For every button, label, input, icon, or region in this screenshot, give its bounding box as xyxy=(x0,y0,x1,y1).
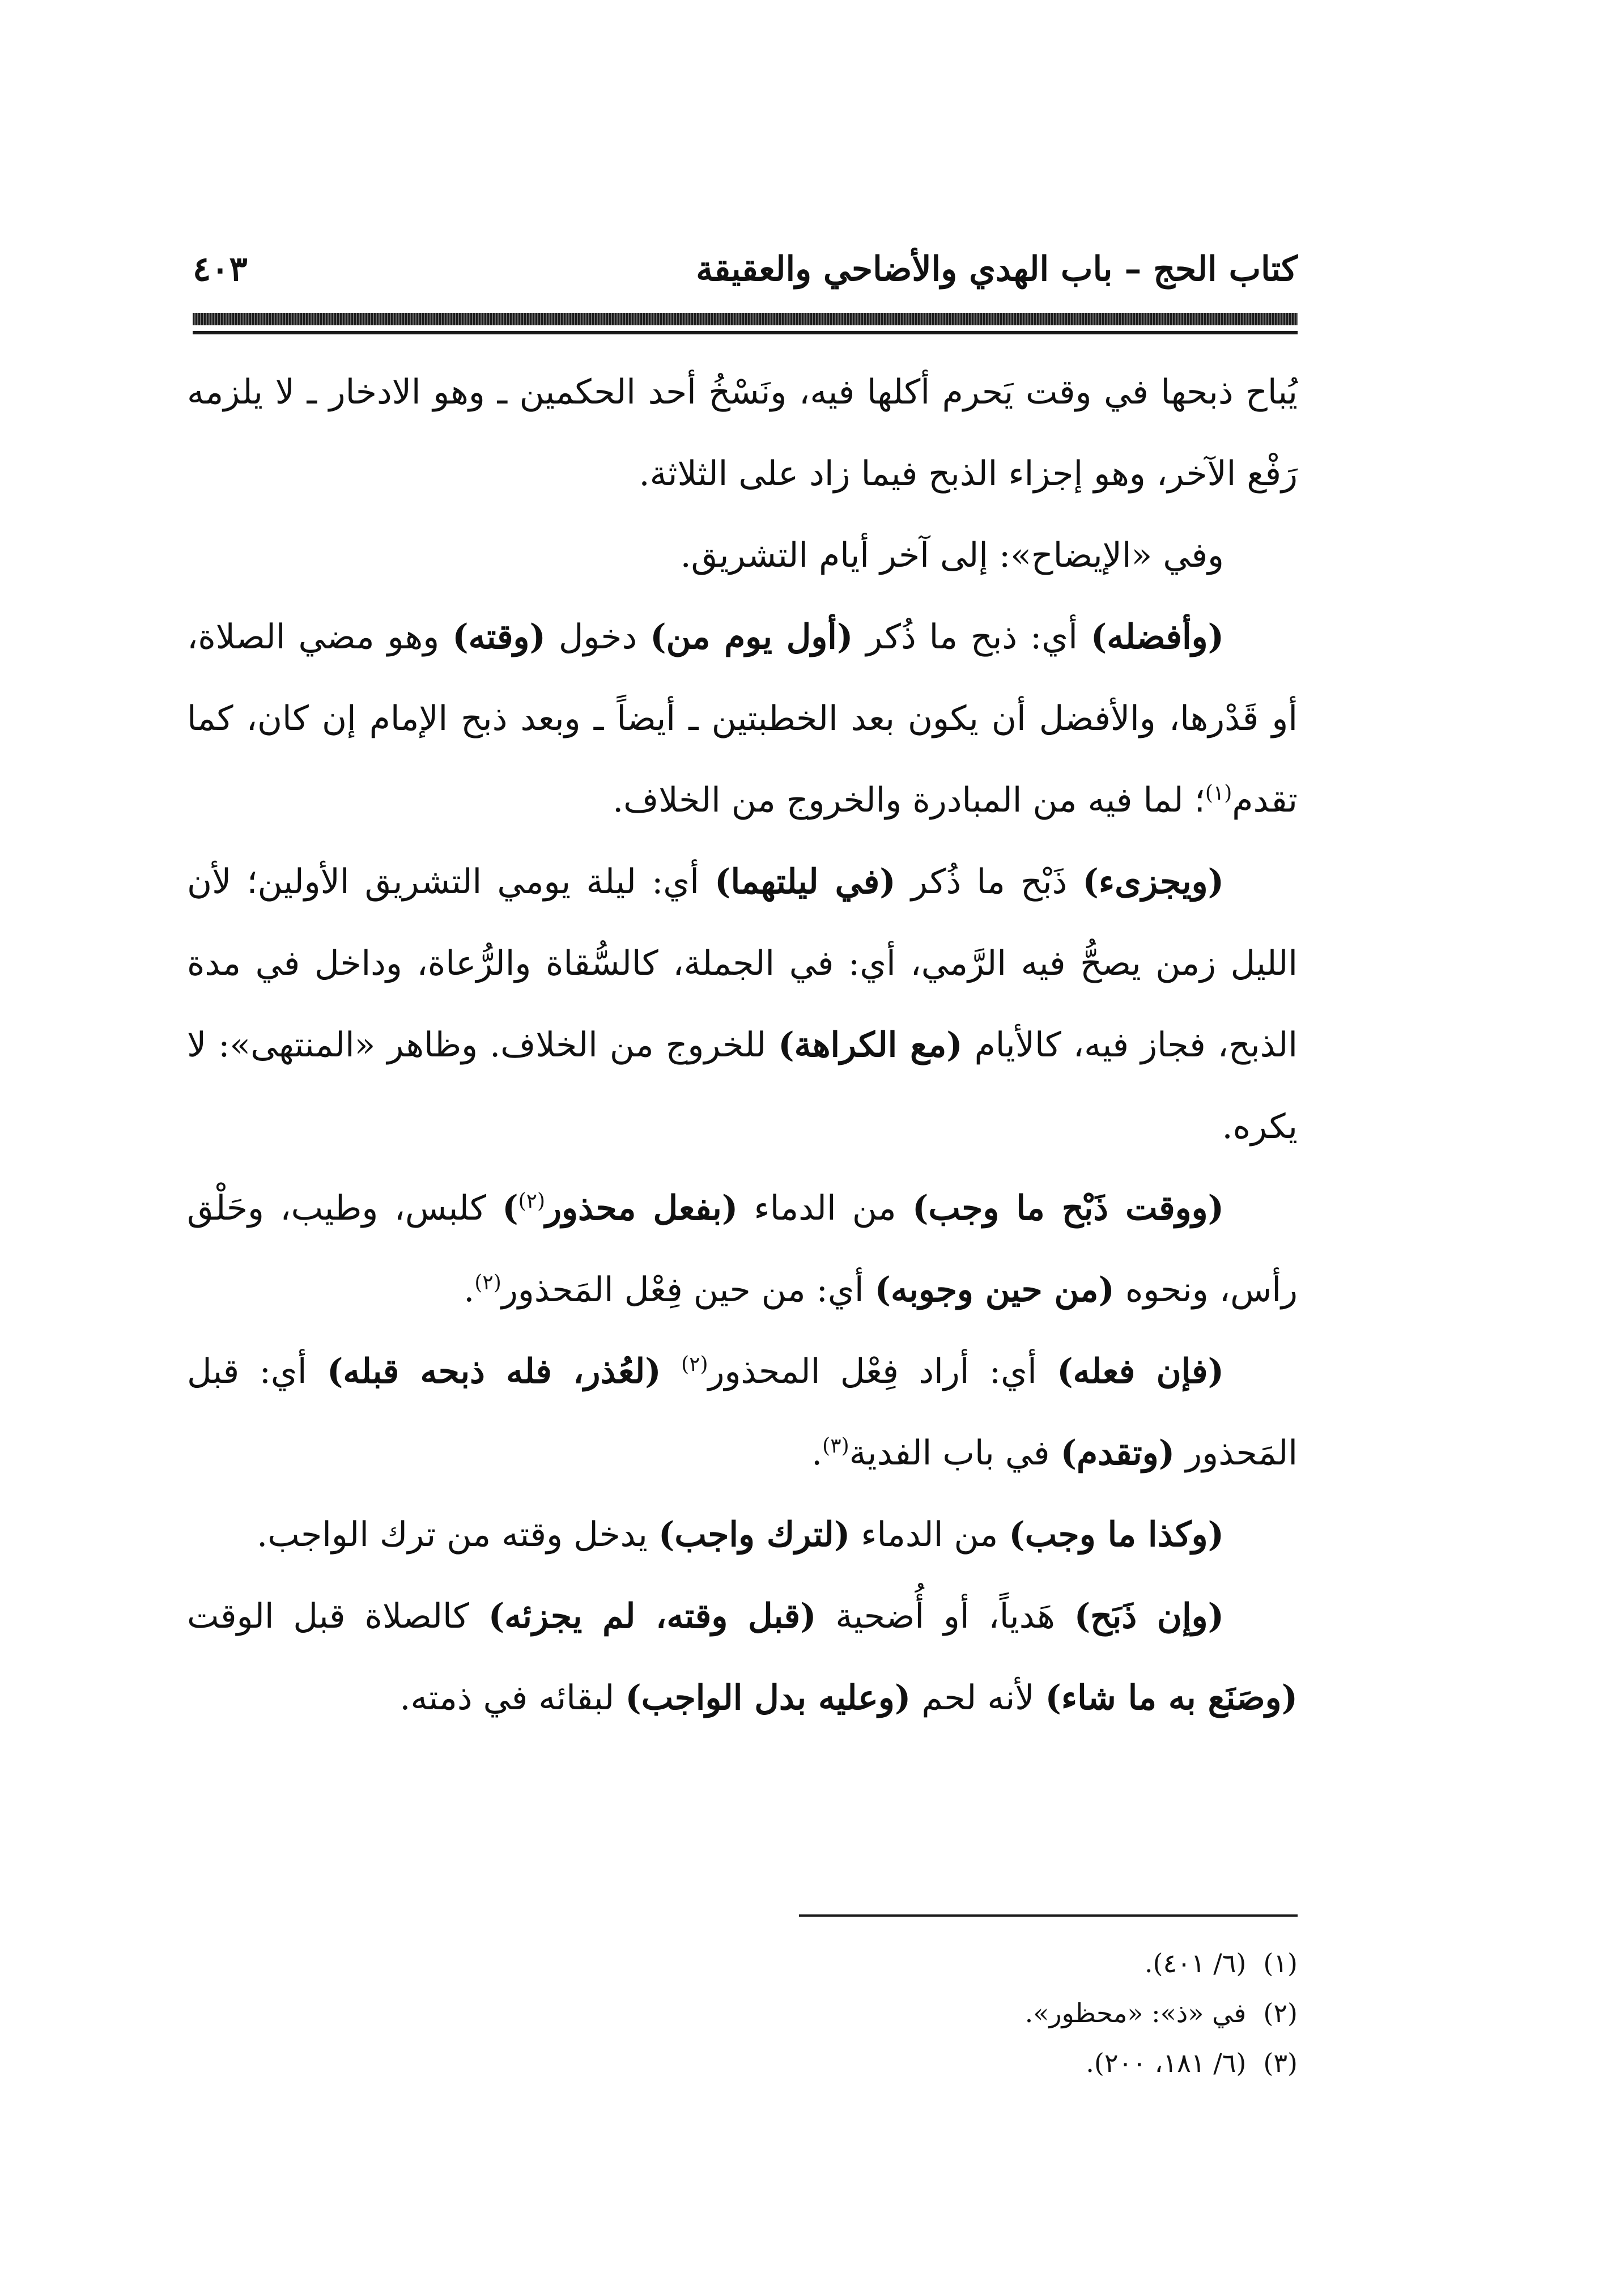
footnote-text: (٦/ ١٨١، ٢٠٠). xyxy=(1086,2048,1247,2078)
paragraph-4 xyxy=(187,841,1298,1167)
text-run: يدخل وقته من ترك الواجب. xyxy=(257,1515,658,1555)
chapter-title: كتاب الحج – باب الهدي والأضاحي والعقيقة xyxy=(696,249,1298,289)
bold-text: (وكذا ما وجب) xyxy=(1009,1515,1224,1555)
text-run: وهو مضي الصلاة، أو قَدْرها، والأفضل أن يكون بعد الخطبتين ـ أيضاً ـ وبعد ذبح الإمام إن كان، كما تقدم xyxy=(187,617,1298,820)
text-run: ذَبْح ما ذُكر xyxy=(895,862,1083,902)
bold-text: (لعُذر، فله ذبحه قبله) xyxy=(327,1352,661,1391)
footnotes xyxy=(340,1938,1298,2088)
footnote-number: (٣) xyxy=(1263,2048,1298,2078)
footnote-text: في «ذ»: «محظور». xyxy=(1024,1998,1247,2028)
text-run: لأنه لحم xyxy=(911,1678,1045,1718)
bold-text: ) xyxy=(502,1188,518,1228)
paragraph-5 xyxy=(187,1167,1298,1331)
footnote-1 xyxy=(340,1938,1298,1988)
footnote-number: (١) xyxy=(1263,1948,1298,1978)
bold-text: (فإن فعله) xyxy=(1057,1352,1224,1391)
page-number: ٤٠٣ xyxy=(193,249,248,289)
bold-text: (من حين وجوبه) xyxy=(874,1270,1115,1310)
text-run: . xyxy=(464,1270,475,1310)
footnote-ref: (٢) xyxy=(518,1190,546,1213)
text-run: هَدياً، أو أُضحية xyxy=(816,1596,1074,1636)
footnote-ref: (١) xyxy=(1205,782,1232,805)
bold-text: (قبل وقته، لم يجزئه) xyxy=(488,1596,817,1636)
bold-text: (وإن ذَبَح) xyxy=(1074,1596,1224,1636)
text-run: أي: ذبح ما ذُكر xyxy=(853,617,1091,657)
bold-text: (وعليه بدل الواجب) xyxy=(625,1678,911,1718)
header-rule-thin xyxy=(193,331,1298,334)
text-run: لبقائه في ذمته. xyxy=(399,1678,626,1718)
text-run xyxy=(661,1352,681,1391)
footnote-text: (٦/ ٤٠١). xyxy=(1144,1948,1247,1978)
bold-text: (مع الكراهة) xyxy=(778,1025,963,1065)
paragraph-8 xyxy=(187,1576,1298,1739)
text-run: ؛ لما فيه من المبادرة والخروج من الخلاف. xyxy=(613,780,1205,820)
text-run: أي: قبل المَحذور xyxy=(187,1352,1298,1473)
footnote-ref: (٢) xyxy=(474,1271,501,1294)
text-run: كالصلاة قبل الوقت xyxy=(187,1596,488,1636)
text-run: من الدماء xyxy=(738,1188,912,1228)
bold-text: (أول يوم من) xyxy=(650,617,853,657)
bold-text: (في ليلتهما) xyxy=(715,862,896,902)
text-run: . xyxy=(811,1433,823,1473)
paragraph-7 xyxy=(187,1494,1298,1576)
paragraph-1 xyxy=(187,351,1298,515)
text-run: في باب الفدية xyxy=(849,1433,1061,1473)
bold-text: (وقته) xyxy=(452,617,546,657)
text-run: يُباح ذبحها في وقت يَحرم أكلها فيه، ونَسْخُ أحد الحكمين ـ وهو الادخار ـ لا يلزمه رَفْع الآخر، وهو إجزاء الذبح فيما زاد على الثلاثة. xyxy=(187,372,1298,494)
bold-text: (بفعل محذور xyxy=(545,1188,738,1228)
text-run: أي: ليلة يومي التشريق الأولين؛ لأن الليل زمن يصحُّ فيه الرَّمي، أي: في الجملة، كالسُّقاة والرُّعاة، وداخل في مدة الذبح، فجاز فيه، كالأيام xyxy=(187,862,1298,1065)
footnote-number: (٢) xyxy=(1263,1998,1298,2028)
running-head xyxy=(193,244,1298,306)
bold-text: (ووقت ذَبْح ما وجب) xyxy=(912,1188,1225,1228)
text-run: كلبس، وطيب، وحَلْق رأس، ونحوه xyxy=(187,1188,1298,1310)
text-run: للخروج من الخلاف. وظاهر «المنتهى»: لا يكره. xyxy=(187,1025,1298,1146)
footnote-ref: (٣) xyxy=(822,1434,849,1458)
bold-text: (ويجزىء) xyxy=(1082,862,1225,902)
bold-text: (وتقدم) xyxy=(1060,1433,1175,1473)
text-run: دخول xyxy=(545,617,651,657)
bold-text: (لترك واجب) xyxy=(658,1515,851,1555)
text-run: أي: أراد فِعْل المحذور xyxy=(708,1352,1057,1391)
text-run: من الدماء xyxy=(850,1515,1009,1555)
text-run: أي: من حين فِعْل المَحذور xyxy=(501,1270,875,1310)
bold-text: (وأفضله) xyxy=(1090,617,1225,657)
paragraph-3 xyxy=(187,596,1298,841)
footnote-2 xyxy=(340,1988,1298,2038)
footnote-ref: (٢) xyxy=(681,1353,708,1376)
bold-text: (وصَنَع به ما شاء) xyxy=(1045,1678,1298,1718)
header-rule xyxy=(193,313,1298,325)
footnote-separator xyxy=(799,1914,1298,1917)
text-run: وفي «الإيضاح»: إلى آخر أيام التشريق. xyxy=(680,536,1224,575)
paragraph-6 xyxy=(187,1331,1298,1494)
main-text xyxy=(187,351,1298,1739)
footnote-3 xyxy=(340,2038,1298,2088)
paragraph-2 xyxy=(187,515,1298,596)
